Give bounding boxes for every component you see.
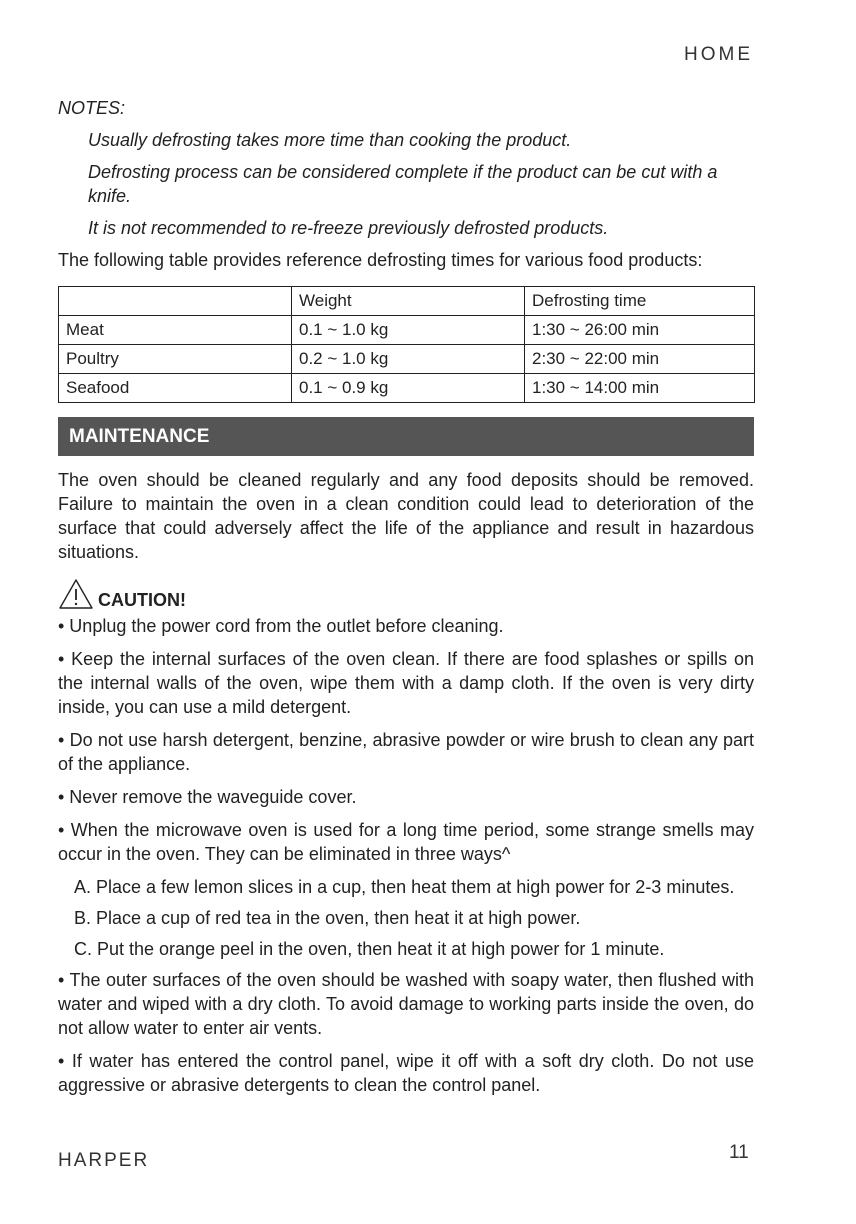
caution-bullet: • When the microwave oven is used for a long time period, some strange smells may occur in the oven. They can be eliminated in three ways^ <box>58 820 754 864</box>
table-cell: 1:30 ~ 14:00 min <box>525 374 755 403</box>
table-cell: 0.2 ~ 1.0 kg <box>292 345 525 374</box>
table-cell: Poultry <box>59 345 292 374</box>
caution-bullet: • Unplug the power cord from the outlet before cleaning. <box>58 616 504 636</box>
table-cell: 0.1 ~ 1.0 kg <box>292 316 525 345</box>
smell-removal-way: C. Put the orange peel in the oven, then heat it at high power for 1 minute. <box>74 939 665 959</box>
warning-triangle-icon <box>58 578 94 610</box>
table-header-row <box>59 287 755 316</box>
note-item: Defrosting process can be considered complete if the product can be cut with a knife. <box>88 162 718 206</box>
caution-label: CAUTION! <box>98 590 186 610</box>
table-header-cell: Weight <box>292 287 525 316</box>
caution-heading <box>58 574 754 610</box>
smell-removal-way: A. Place a few lemon slices in a cup, then heat them at high power for 2-3 minutes. <box>74 877 735 897</box>
caution-bullet: • The outer surfaces of the oven should be washed with soapy water, then flushed with water and wiped with a dry cloth. To avoid damage to working parts inside the oven, do not allow water to enter air vents. <box>58 970 754 1038</box>
table-header-cell: Defrosting time <box>525 287 755 316</box>
home-logo: HOME <box>684 44 753 65</box>
caution-bullet: • If water has entered the control panel, wipe it off with a soft dry cloth. Do not use aggressive or abrasive detergents to clean the control panel. <box>58 1051 754 1095</box>
notes-title: NOTES: <box>58 98 126 118</box>
note-item: Usually defrosting takes more time than cooking the product. <box>88 130 572 150</box>
table-cell: Seafood <box>59 374 292 403</box>
harper-brand-logo: HARPER <box>58 1150 150 1171</box>
maintenance-paragraph: The oven should be cleaned regularly and any food deposits should be removed. Failure to maintain the oven in a clean condition could lead to deterioration of the surface that could adversely affect the life of the appliance and result in hazardous situations. <box>58 470 754 562</box>
page-number: 11 <box>729 1142 749 1163</box>
note-item: It is not recommended to re-freeze previously defrosted products. <box>88 218 609 238</box>
caution-bullet: • Keep the internal surfaces of the oven clean. If there are food splashes or spills on the internal walls of the oven, wipe them with a damp cloth. If the oven is very dirty inside, you can use a mild detergent. <box>58 649 754 717</box>
table-row <box>59 345 755 374</box>
smell-removal-way: B. Place a cup of red tea in the oven, then heat it at high power. <box>74 908 581 928</box>
table-row <box>59 374 755 403</box>
table-cell: Meat <box>59 316 292 345</box>
table-cell: 0.1 ~ 0.9 kg <box>292 374 525 403</box>
table-cell: 2:30 ~ 22:00 min <box>525 345 755 374</box>
caution-bullet: • Do not use harsh detergent, benzine, abrasive powder or wire brush to clean any part of the appliance. <box>58 730 754 774</box>
table-intro: The following table provides reference defrosting times for various food products: <box>58 250 703 270</box>
table-row <box>59 316 755 345</box>
defrost-table <box>58 286 755 403</box>
maintenance-section-title: MAINTENANCE <box>58 417 754 456</box>
table-header-cell <box>59 287 292 316</box>
table-cell: 1:30 ~ 26:00 min <box>525 316 755 345</box>
caution-bullet: • Never remove the waveguide cover. <box>58 787 357 807</box>
page-content <box>58 96 754 1106</box>
